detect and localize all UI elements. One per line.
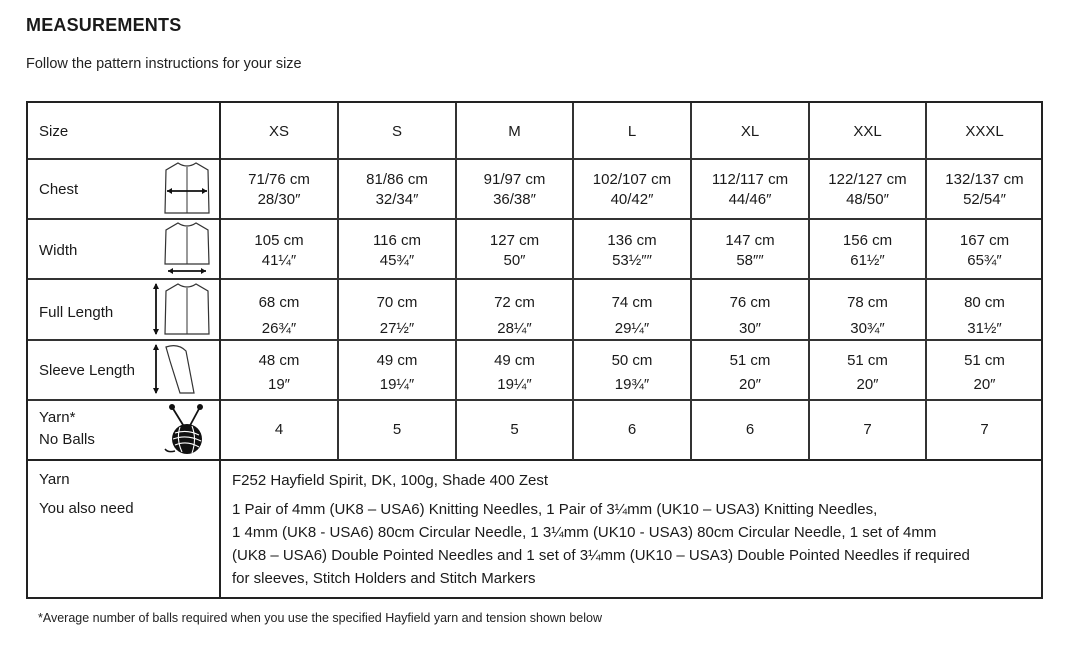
full-length-xxxl: 80 cm 31½″ xyxy=(964,294,1005,337)
size-header-xl: XL xyxy=(740,123,760,140)
balls-xl: 6 xyxy=(745,421,755,438)
chest-xxl: 122/127 cm 48/50″ xyxy=(828,171,907,208)
row-label-yarn-balls: Yarn* No Balls xyxy=(39,409,95,448)
balls-m: 5 xyxy=(510,421,519,438)
size-header-label: Size xyxy=(39,123,69,140)
yarn-ball-needles-icon xyxy=(162,403,212,457)
full-length-xxl: 78 cm 30¾″ xyxy=(847,294,888,337)
row-label-width: Width xyxy=(39,242,78,259)
column-divider xyxy=(572,103,574,460)
full-length-s: 70 cm 27½″ xyxy=(376,294,418,337)
footnote: *Average number of balls required when you use the specified Hayfield yarn and tension shown below xyxy=(38,611,603,625)
balls-xs: 4 xyxy=(274,421,284,438)
full-length-xs: 68 cm 26¾″ xyxy=(258,294,300,337)
full-length-m: 72 cm 28¼″ xyxy=(494,294,535,337)
full-length-l: 74 cm 29¼″ xyxy=(611,294,653,337)
cardigan-chest-width-icon xyxy=(160,160,214,216)
width-l: 136 cm 53½″″ xyxy=(607,232,657,269)
cardigan-hem-width-icon xyxy=(160,220,214,278)
row-label-chest: Chest xyxy=(39,181,79,198)
yarn-value: F252 Hayfield Spirit, DK, 100g, Shade 400 Zest xyxy=(232,472,549,489)
sleeve-length-icon xyxy=(148,341,208,397)
sleeve-length-m: 49 cm 19¼″ xyxy=(494,352,535,393)
column-divider xyxy=(690,103,692,460)
page-subtitle: Follow the pattern instructions for your size xyxy=(26,56,302,72)
row-label-sleeve-length: Sleeve Length xyxy=(39,362,135,379)
column-divider xyxy=(808,103,810,460)
also-need-value: 1 Pair of 4mm (UK8 – USA6) Knitting Needles, 1 Pair of 3¼mm (UK10 – USA3) Knitting Needles, 1 4mm (UK8 - USA6) 80cm Circular Needle, 1 3¼mm (UK10 - USA3) 80cm Circular Needle, 1 set of 4mm (UK8 – USA6) Double Pointed Needles and 1 set of 3¼mm (UK10 – USA3) Double Pointed Needles if required for sleeves, Stitch Holders and Stitch Markers xyxy=(232,501,970,587)
width-m: 127 cm 50″ xyxy=(489,232,540,269)
sleeve-length-l: 50 cm 19¾″ xyxy=(611,352,653,393)
full-length-xl: 76 cm 30″ xyxy=(729,294,771,337)
chest-l: 102/107 cm 40/42″ xyxy=(592,171,672,208)
column-divider xyxy=(337,103,339,460)
balls-xxl: 7 xyxy=(863,421,872,438)
measurements-table xyxy=(26,101,1043,599)
row-divider xyxy=(28,459,1041,461)
row-label-full-length: Full Length xyxy=(39,304,114,321)
size-header-s: S xyxy=(391,123,402,140)
balls-s: 5 xyxy=(392,421,402,438)
sleeve-length-s: 49 cm 19¼″ xyxy=(376,352,418,393)
cardigan-full-length-icon xyxy=(148,280,214,338)
chest-s: 81/86 cm 32/34″ xyxy=(366,171,428,208)
size-header-xxl: XXL xyxy=(853,123,882,140)
page-title: MEASUREMENTS xyxy=(26,15,182,35)
size-header-xxxl: XXXL xyxy=(965,123,1004,140)
size-header-l: L xyxy=(627,123,637,140)
size-header-m: M xyxy=(508,123,521,140)
width-xxl: 156 cm 61½″ xyxy=(842,232,893,269)
sleeve-length-xl: 51 cm 20″ xyxy=(729,352,771,393)
sleeve-length-xxl: 51 cm 20″ xyxy=(847,352,888,393)
balls-l: 6 xyxy=(627,421,637,438)
column-divider xyxy=(925,103,927,460)
chest-xl: 112/117 cm 44/46″ xyxy=(711,171,789,208)
column-divider xyxy=(455,103,457,460)
width-xxxl: 167 cm 65¾″ xyxy=(959,232,1010,269)
row-divider xyxy=(28,399,1041,401)
yarn-label: Yarn xyxy=(39,471,70,488)
balls-xxxl: 7 xyxy=(980,421,989,438)
chest-xs: 71/76 cm 28/30″ xyxy=(248,171,310,208)
size-header-xs: XS xyxy=(268,123,289,140)
width-s: 116 cm 45¾″ xyxy=(372,232,422,269)
chest-xxxl: 132/137 cm 52/54″ xyxy=(945,171,1024,208)
width-xs: 105 cm 41¼″ xyxy=(254,232,304,269)
chest-m: 91/97 cm 36/38″ xyxy=(483,171,546,208)
width-xl: 147 cm 58″″ xyxy=(725,232,775,269)
sleeve-length-xs: 48 cm 19″ xyxy=(258,352,300,393)
sleeve-length-xxxl: 51 cm 20″ xyxy=(964,352,1005,393)
also-need-label: You also need xyxy=(39,500,134,517)
